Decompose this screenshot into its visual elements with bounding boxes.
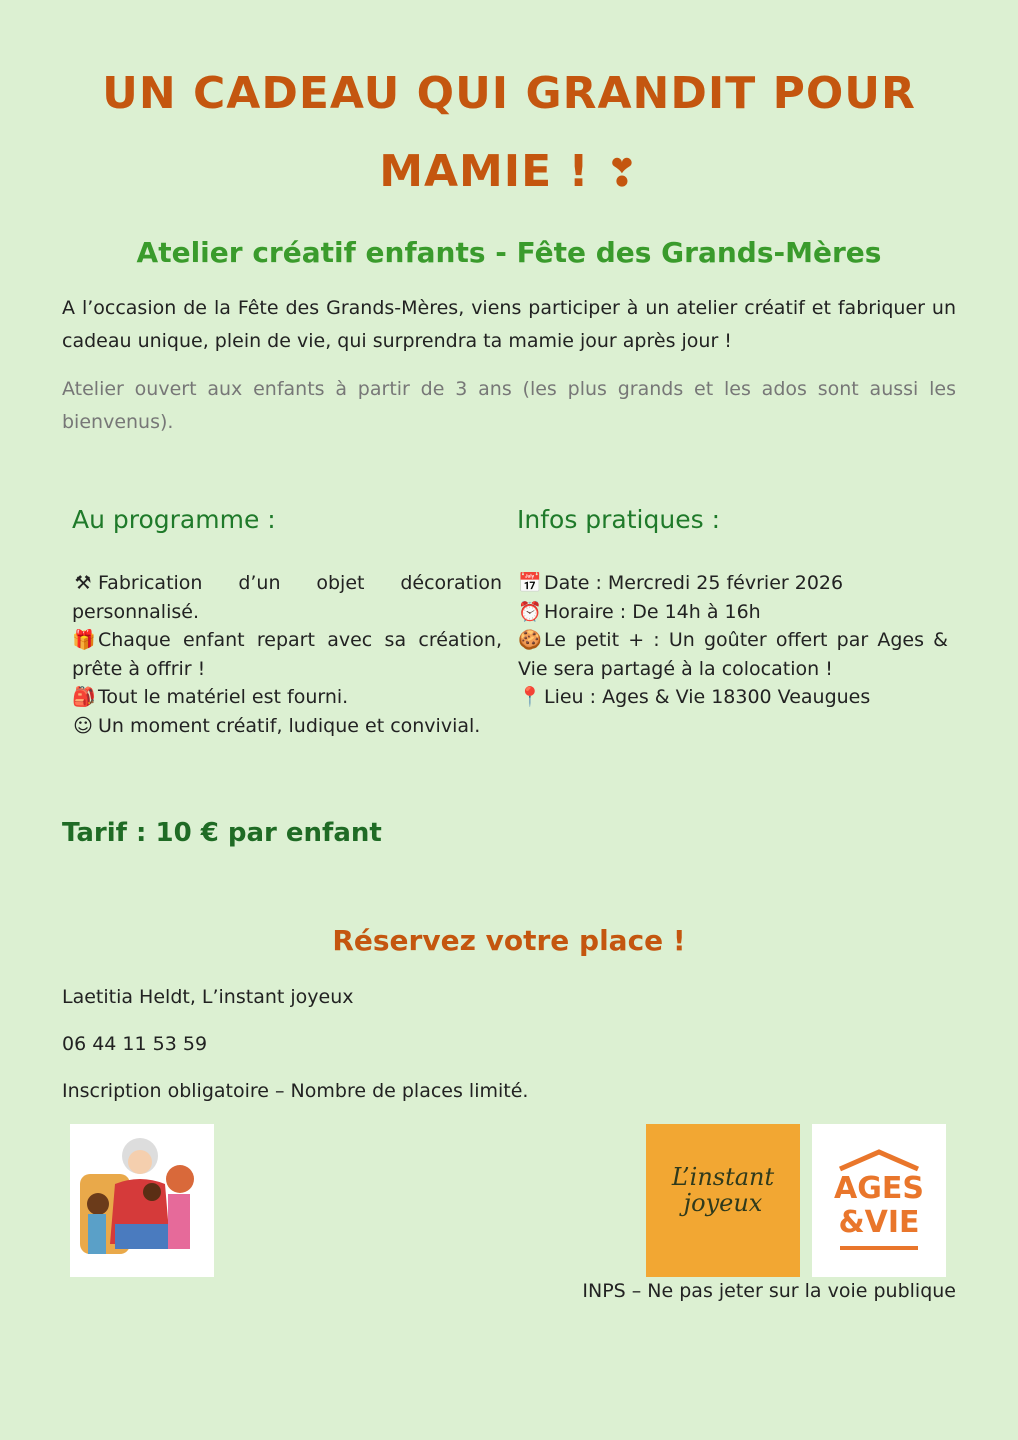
pin-icon: 📍	[518, 686, 542, 709]
audience-paragraph: Atelier ouvert aux enfants à partir de 3 ans (les plus grands et les ados sont aussi les bienvenus).	[62, 378, 956, 433]
title-text: MAMIE !	[379, 146, 590, 197]
logo-text: AGES	[834, 1171, 924, 1206]
cookie-icon: 🍪	[518, 629, 542, 652]
infos-heading: Infos pratiques :	[517, 505, 720, 534]
item-text: Un moment créatif, ludique et convivial.	[98, 714, 481, 737]
list-item	[72, 683, 502, 712]
programme-heading: Au programme :	[72, 505, 276, 534]
two-hearts-icon: ❣	[605, 151, 639, 195]
smiley-icon: ☺	[73, 714, 93, 737]
item-text: Tout le matériel est fourni.	[98, 686, 349, 709]
item-text: Fabrication d’un objet décoration personnalisé.	[72, 572, 502, 623]
programme-list	[72, 569, 502, 741]
subtitle: Atelier créatif enfants - Fête des Grands-Mères	[136, 236, 882, 269]
contact-phone: 06 44 11 53 59	[62, 1033, 208, 1055]
title-line-2	[0, 146, 1018, 197]
footer-note: INPS – Ne pas jeter sur la voie publique	[582, 1280, 956, 1302]
grandmother-illustration	[70, 1124, 214, 1277]
ages-vie-logo	[812, 1124, 946, 1277]
list-item	[72, 569, 502, 626]
list-item	[518, 598, 948, 627]
tarif: Tarif : 10 € par enfant	[62, 818, 382, 848]
intro-paragraph: A l’occasion de la Fête des Grands-Mères, viens participer à un atelier créatif et fabriquer un cadeau unique, plein de vie, qui surprendra ta mamie jour après jour !	[62, 297, 956, 352]
list-item	[518, 683, 948, 712]
instant-joyeux-logo	[646, 1124, 800, 1277]
logo-text: &VIE	[838, 1205, 920, 1240]
list-item	[72, 712, 502, 741]
infos-list	[518, 569, 948, 712]
alarm-clock-icon: ⏰	[518, 600, 542, 623]
list-item	[518, 569, 948, 598]
item-text: Lieu : Ages & Vie 18300 Veaugues	[544, 686, 871, 709]
item-text: Date : Mercredi 25 février 2026	[544, 572, 844, 594]
list-item	[518, 626, 948, 683]
gift-icon: 🎁	[72, 629, 96, 652]
reserve-heading: Réservez votre place !	[332, 924, 686, 957]
item-text: Le petit + : Un goûter offert par Ages & Vie sera partagé à la colocation !	[518, 629, 948, 680]
contact-name: Laetitia Heldt, L’instant joyeux	[62, 986, 354, 1008]
list-item	[72, 626, 502, 683]
item-text: Horaire : De 14h à 16h	[544, 600, 761, 623]
title-line-1: UN CADEAU QUI GRANDIT POUR	[102, 68, 916, 119]
calendar-icon: 📅	[518, 572, 542, 594]
hammer-icon: ⚒	[74, 572, 92, 594]
registration-note: Inscription obligatoire – Nombre de places limité.	[62, 1080, 529, 1102]
backpack-icon: 🎒	[72, 686, 96, 709]
item-text: Chaque enfant repart avec sa création, prête à offrir !	[72, 629, 502, 680]
logo-text: L’instant joyeux	[671, 1163, 775, 1217]
